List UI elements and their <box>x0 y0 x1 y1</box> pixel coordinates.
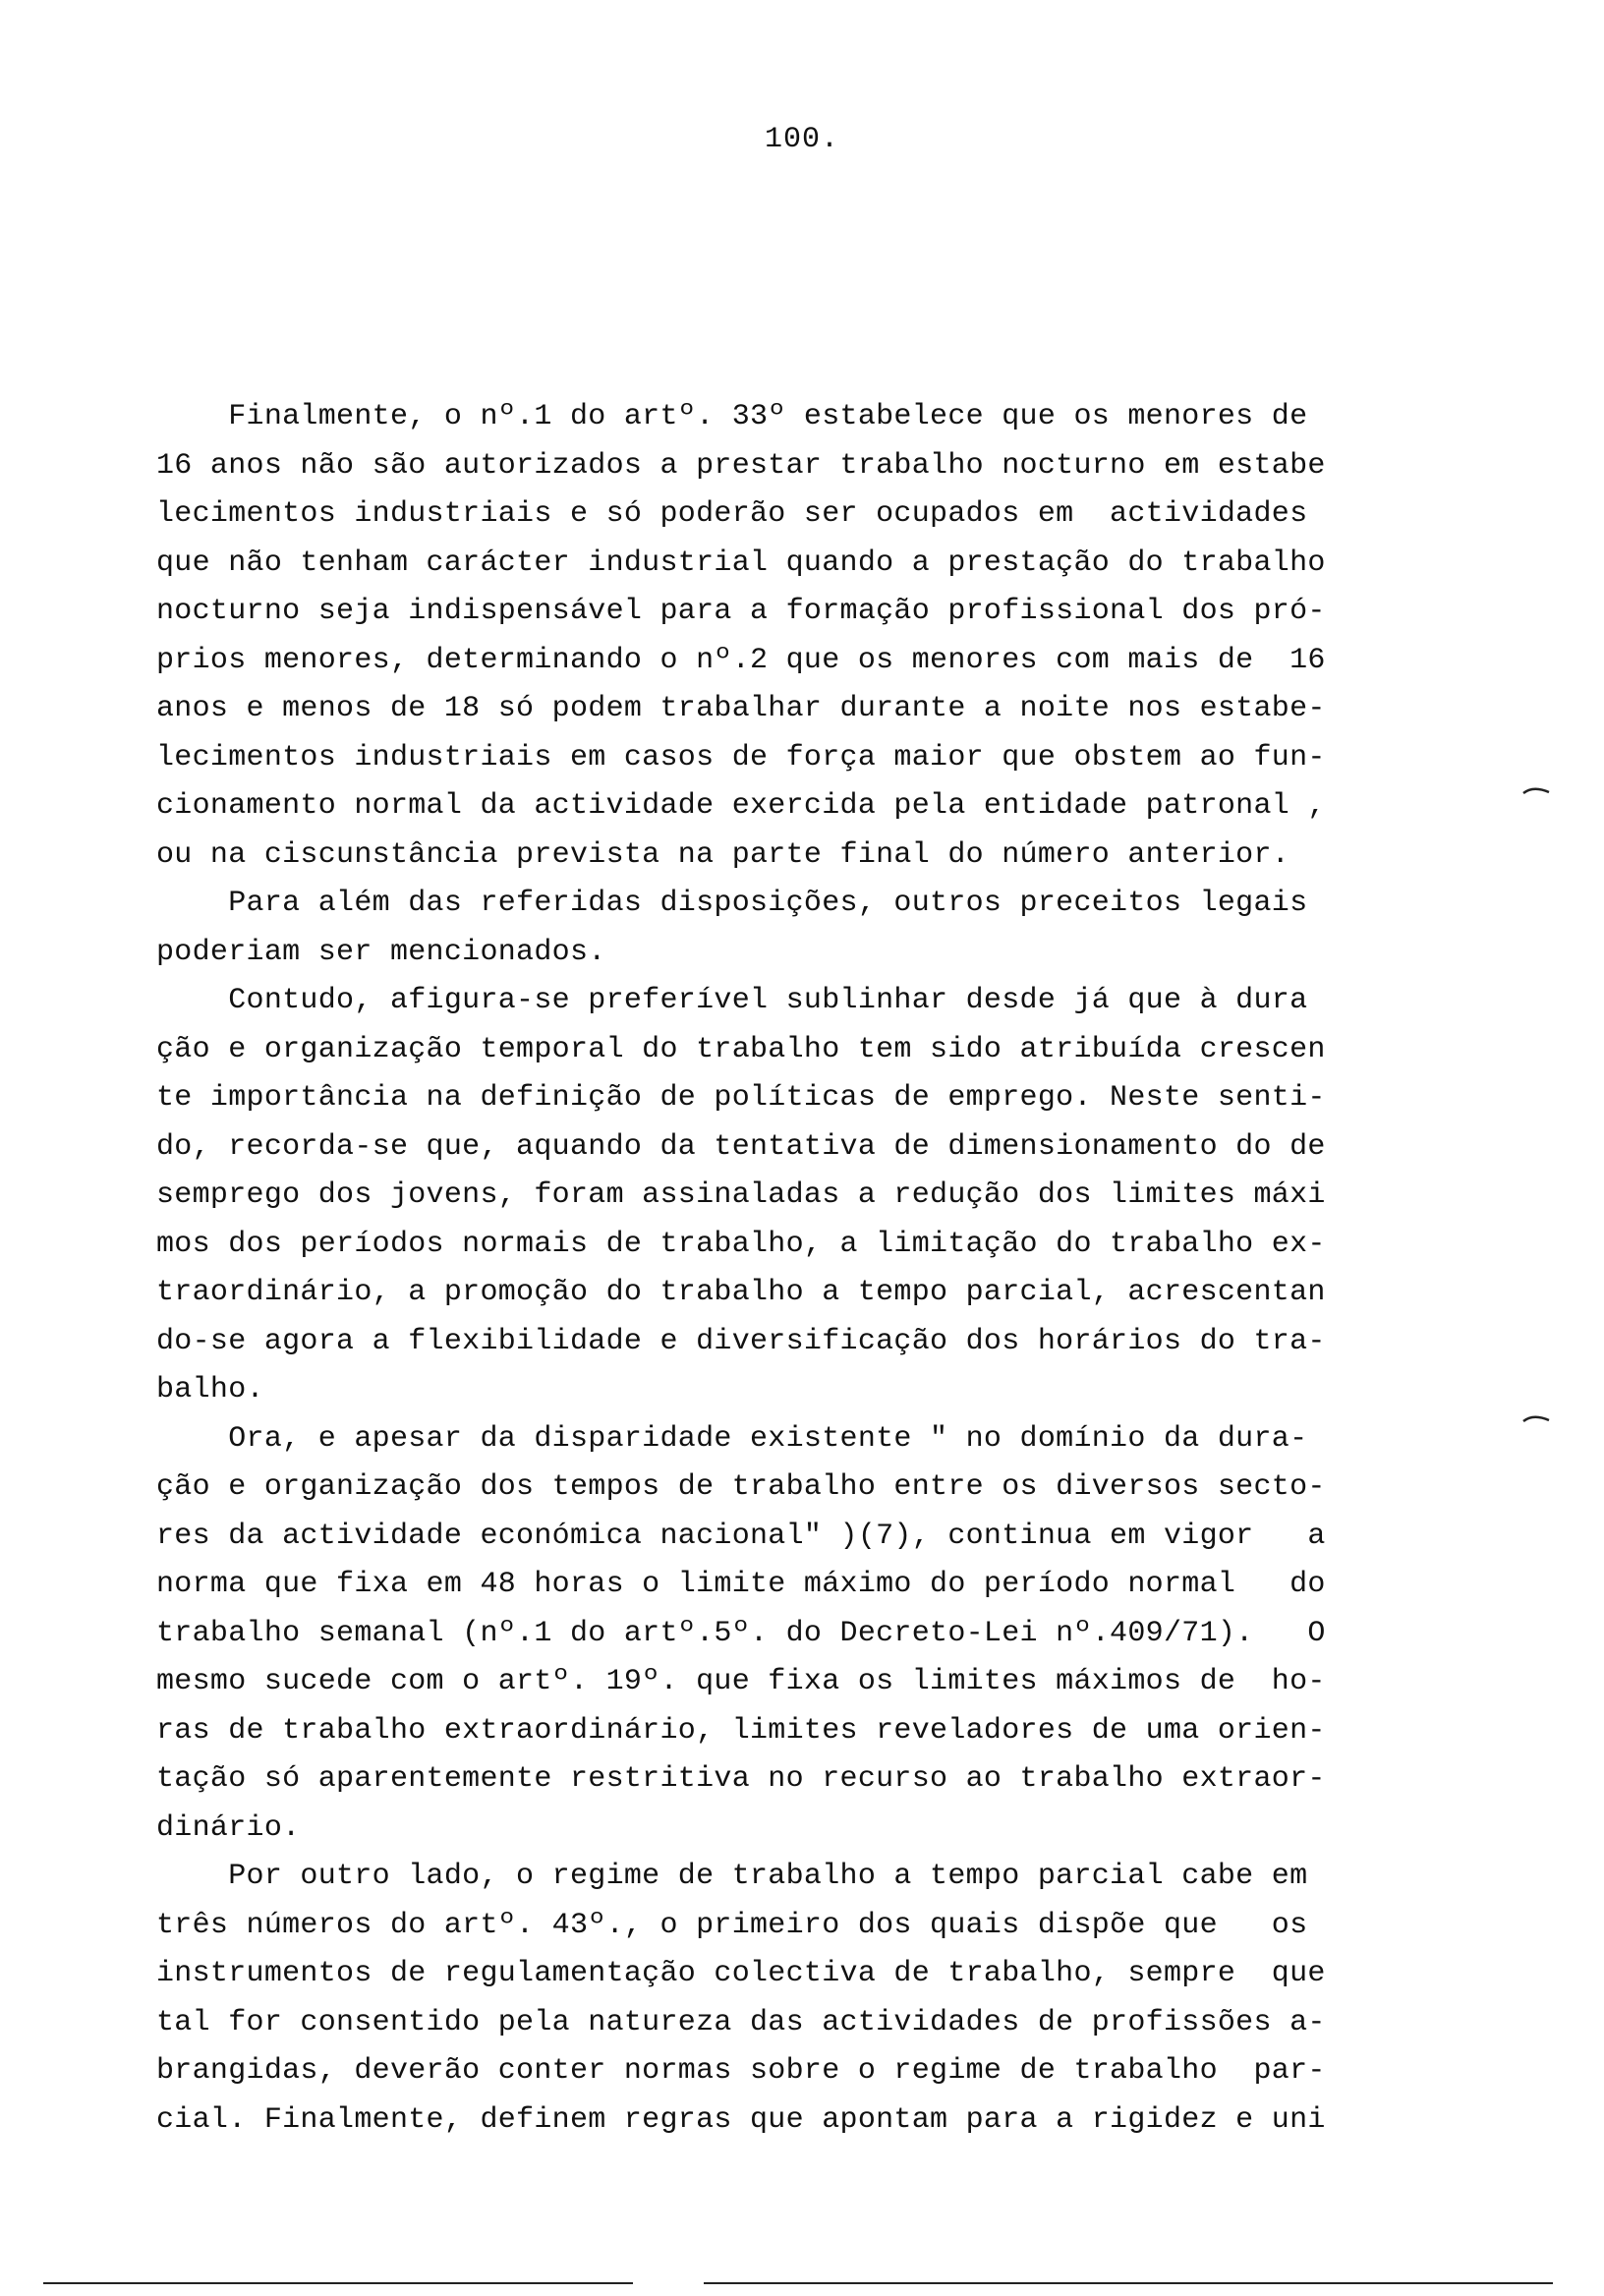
text-line: semprego dos jovens, foram assinaladas a redução dos limites máxi <box>156 1178 1326 1212</box>
text-line: ras de trabalho extraordinário, limites reveladores de uma orien- <box>156 1713 1326 1748</box>
text-line: balho. <box>156 1373 264 1406</box>
text-line: res da actividade económica nacional" )(7), continua em vigor a <box>156 1519 1326 1553</box>
text-line: ção e organização dos tempos de trabalho entre os diversos secto- <box>156 1470 1326 1504</box>
text-line: brangidas, deverão conter normas sobre o regime de trabalho par- <box>156 2054 1326 2088</box>
text-line: trabalho semanal (nº.1 do artº.5º. do Decreto-Lei nº.409/71). O <box>156 1616 1326 1650</box>
text-line: nocturno seja indispensável para a formação profissional dos pró- <box>156 595 1326 628</box>
bottom-rule <box>704 2282 1553 2284</box>
text-line: traordinário, a promoção do trabalho a tempo parcial, acrescentan <box>156 1276 1326 1309</box>
text-line: Finalmente, o nº.1 do artº. 33º estabelece que os menores de <box>156 400 1308 433</box>
text-line: lecimentos industriais e só poderão ser ocupados em actividades <box>156 497 1308 531</box>
body-text <box>156 393 1434 2145</box>
text-line: te importância na definição de políticas de emprego. Neste senti- <box>156 1081 1326 1115</box>
text-line: três números do artº. 43º., o primeiro dos quais dispõe que os <box>156 1908 1308 1942</box>
text-line: tação só aparentemente restritiva no recurso ao trabalho extraor- <box>156 1762 1326 1796</box>
text-line: instrumentos de regulamentação colectiva de trabalho, sempre que <box>156 1957 1326 1990</box>
text-line: Contudo, afigura-se preferível sublinhar desde já que à dura <box>156 984 1308 1017</box>
text-line: norma que fixa em 48 horas o limite máximo do período normal do <box>156 1568 1326 1601</box>
text-line: do, recorda-se que, aquando da tentativa de dimensionamento do de <box>156 1129 1326 1164</box>
text-line: Para além das referidas disposições, outros preceitos legais <box>156 887 1308 920</box>
text-line: do-se agora a flexibilidade e diversificação dos horários do tra- <box>156 1324 1326 1358</box>
text-line: mesmo sucede com o artº. 19º. que fixa os limites máximos de ho- <box>156 1665 1326 1698</box>
text-line: prios menores, determinando o nº.2 que os menores com mais de 16 <box>156 643 1326 677</box>
page-number: 100. <box>764 123 839 156</box>
text-line: cial. Finalmente, definem regras que apontam para a rigidez e uni <box>156 2102 1326 2137</box>
text-line: que não tenham carácter industrial quando a prestação do trabalho <box>156 545 1326 580</box>
text-line: mos dos períodos normais de trabalho, a limitação do trabalho ex- <box>156 1227 1326 1261</box>
text-line: anos e menos de 18 só podem trabalhar durante a noite nos estabe- <box>156 692 1326 725</box>
text-line: poderiam ser mencionados. <box>156 935 606 969</box>
text-line: cionamento normal da actividade exercida pela entidade patronal , <box>156 789 1326 823</box>
margin-mark <box>1521 1411 1551 1423</box>
text-line: ou na ciscunstância prevista na parte final do número anterior. <box>156 837 1290 872</box>
text-line: ção e organização temporal do trabalho tem sido atribuída crescen <box>156 1032 1326 1066</box>
text-line: tal for consentido pela natureza das actividades de profissões a- <box>156 2005 1326 2039</box>
text-line: 16 anos não são autorizados a prestar trabalho nocturno em estabe <box>156 448 1326 483</box>
text-line: lecimentos industriais em casos de força maior que obstem ao fun- <box>156 740 1326 775</box>
margin-mark <box>1521 783 1551 795</box>
text-line: Ora, e apesar da disparidade existente " no domínio da dura- <box>156 1421 1308 1456</box>
bottom-rule <box>43 2282 633 2284</box>
text-line: dinário. <box>156 1810 301 1845</box>
text-line: Por outro lado, o regime de trabalho a tempo parcial cabe em <box>156 1860 1308 1893</box>
